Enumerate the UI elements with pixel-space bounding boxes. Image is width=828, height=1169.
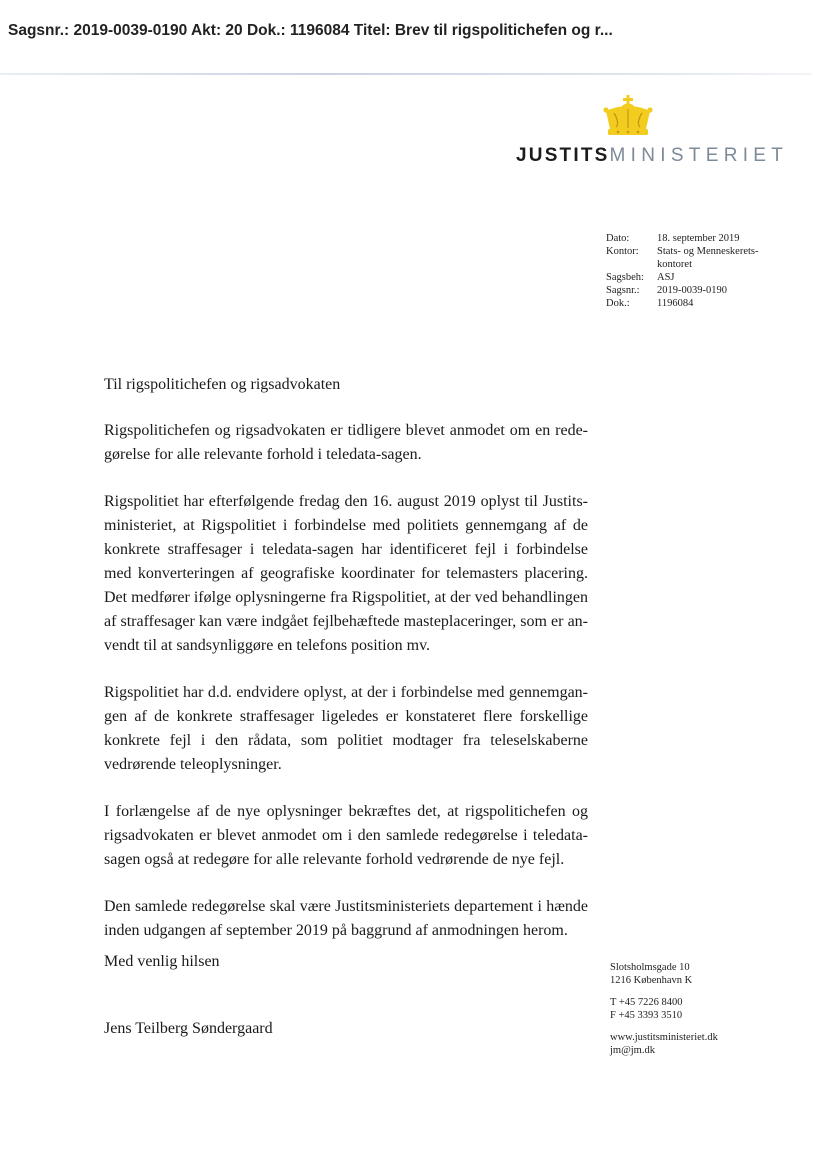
ministry-logo-wordmark <box>516 145 788 167</box>
meta-row-office <box>606 245 772 271</box>
meta-label: Dato: <box>606 233 630 244</box>
letter-paragraph: Rigspolitichefen og rigsadvokaten er tidligere blevet anmodet om en redegørelse for alle relevante forhold i teledata-sagen. <box>104 422 588 463</box>
crown-icon <box>600 95 656 137</box>
address-city: 1216 København K <box>610 975 693 986</box>
meta-row-case-number <box>606 284 772 297</box>
ministry-address <box>610 961 718 1057</box>
meta-label: Sagsnr.: <box>606 285 640 296</box>
meta-value: ASJ <box>657 272 675 283</box>
meta-label: Kontor: <box>606 246 639 257</box>
meta-value: Stats- og Menneskerets-kontoret <box>657 246 759 270</box>
meta-value: 2019-0039-0190 <box>657 285 727 296</box>
letter-signature: Jens Teilberg Søndergaard <box>104 1020 273 1037</box>
meta-row-date <box>606 232 772 245</box>
meta-value: 1196084 <box>657 298 694 309</box>
address-street: Slotsholmsgade 10 <box>610 962 690 973</box>
address-phone: T +45 7226 8400 <box>610 997 683 1008</box>
letter-paragraph: Rigspolitiet har efterfølgende fredag den 16. august 2019 oplyst til Justitsministeriet, at Rigspolitiet i forbindelse med politiets gennemgang af de konkrete straffesager i teledata-sagen har identificeret fejl i forbindelse med konverteringen af geografiske koordinater for telemasters placering. Det medfører ifølge oplysningerne fra Rigspolitiet, at der ved behandlingen af straffesager kan være indgået fejlbehæftede masteplaceringer, som er anvendt til at sandsynliggøre en telefons position mv. <box>104 493 588 654</box>
header-divider <box>0 73 812 75</box>
document-metadata <box>606 232 772 310</box>
meta-row-document <box>606 297 772 310</box>
meta-label: Dok.: <box>606 298 630 309</box>
letter-salutation: Til rigspolitichefen og rigsadvokaten <box>104 376 341 393</box>
letter-body <box>104 373 588 966</box>
case-header: Sagsnr.: 2019-0039-0190 Akt: 20 Dok.: 1196084 Titel: Brev til rigspolitichefen og r... <box>8 22 613 39</box>
logo-wordmark-bold: JUSTITS <box>516 145 610 166</box>
letter-paragraph: Den samlede redegørelse skal være Justitsministeriets departement i hænde inden udgangen af september 2019 på baggrund af anmodningen herom. <box>104 898 588 939</box>
meta-label: Sagsbeh: <box>606 272 644 283</box>
letter-paragraph: I forlængelse af de nye oplysninger bekræftes det, at rigspolitichefen og rigsadvokaten er blevet anmodet om i den samlede redegørelse i teledatasagen også at redegøre for alle relevante forhold vedrørende de nye fejl. <box>104 803 588 868</box>
meta-value: 18. september 2019 <box>657 233 740 244</box>
logo-wordmark-light: MINISTERIET <box>609 145 789 166</box>
letter-closing: Med venlig hilsen <box>104 953 220 970</box>
address-website: www.justitsministeriet.dk <box>610 1032 718 1043</box>
address-fax: F +45 3393 3510 <box>610 1010 683 1021</box>
meta-row-handler <box>606 271 772 284</box>
letter-paragraph: Rigspolitiet har d.d. endvidere oplyst, at der i forbindelse med gennemgangen af de konkrete straffesager ligeledes er konstateret flere forskellige konkrete fejl i den rådata, som politiet modtager fra teleselskaberne vedrørende teleoplysninger. <box>104 684 588 773</box>
address-email: jm@jm.dk <box>610 1045 655 1056</box>
